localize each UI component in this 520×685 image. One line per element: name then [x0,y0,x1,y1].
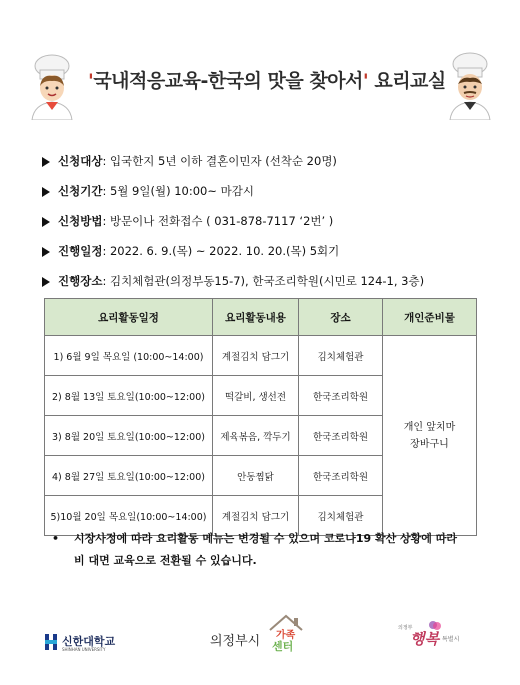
arrow-right-icon [42,187,50,197]
chef-icon [440,52,500,120]
cell-place: 한국조리학원 [299,416,383,456]
cell-content: 제육볶음, 깍두기 [213,416,299,456]
cell-schedule: 3) 8월 20일 토요일(10:00~12:00) [45,416,213,456]
happy-city-logo: 의정부 행복 특별시 [398,620,468,652]
cell-place: 한국조리학원 [299,456,383,496]
cell-content: 안동찜닭 [213,456,299,496]
uijeongbu-family-center-logo: 의정부시 가족 센터 [210,612,310,656]
cell-place: 한국조리학원 [299,376,383,416]
chef-icon [22,52,82,120]
table-header-row [45,299,477,336]
page-title: '국내적응교육-한국의 맛을 찾아서' 요리교실 [88,70,446,92]
cell-content: 계절김치 담그기 [213,336,299,376]
table-row [45,336,477,376]
header-place: 장소 [299,299,383,336]
cell-schedule: 4) 8월 27일 토요일(10:00~12:00) [45,456,213,496]
cell-schedule: 1) 6월 9일 목요일 (10:00~14:00) [45,336,213,376]
schedule-table [44,298,477,536]
info-line-target: 신청대상: 입국한지 5년 이하 결혼이민자 (선착순 20명) [42,153,502,169]
header-supplies: 개인준비물 [383,299,477,336]
cell-schedule: 5)10월 20일 목요일(10:00~14:00) [45,496,213,536]
header-content: 요리활동내용 [213,299,299,336]
info-line-method: 신청방법: 방문이나 전화접수 ( 031-878-7117 ‘2번’ ) [42,213,502,229]
cell-place: 김치체험관 [299,496,383,536]
shinhan-university-logo: 신한대학교 SHINHAN UNIVERSITY [44,632,124,654]
info-line-schedule: 진행일정: 2022. 6. 9.(목) ~ 2022. 10. 20.(목) 5회기 [42,243,502,259]
cell-schedule: 2) 8월 13일 토요일(10:00~12:00) [45,376,213,416]
cell-content: 떡갈비, 생선전 [213,376,299,416]
cell-place: 김치체험관 [299,336,383,376]
heart-icon [428,620,442,634]
arrow-right-icon [42,247,50,257]
info-line-location: 진행장소: 김치체험관(의정부동15-7), 한국조리학원(시민로 124-1, 3층) [42,273,502,289]
cell-supplies: 개인 앞치마 장바구니 [383,336,477,536]
notice: • 시장사정에 따라 요리활동 메뉴는 변경될 수 있으며 코로나19 확산 상황에 따라 비 대면 교육으로 전환될 수 있습니다. [52,532,458,567]
cell-content: 계절김치 담그기 [213,496,299,536]
header-schedule: 요리활동일정 [45,299,213,336]
shinhan-emblem-icon [44,634,58,650]
arrow-right-icon [42,277,50,287]
arrow-right-icon [42,217,50,227]
arrow-right-icon [42,157,50,167]
info-line-period: 신청기간: 5월 9일(월) 10:00~ 마감시 [42,183,502,199]
